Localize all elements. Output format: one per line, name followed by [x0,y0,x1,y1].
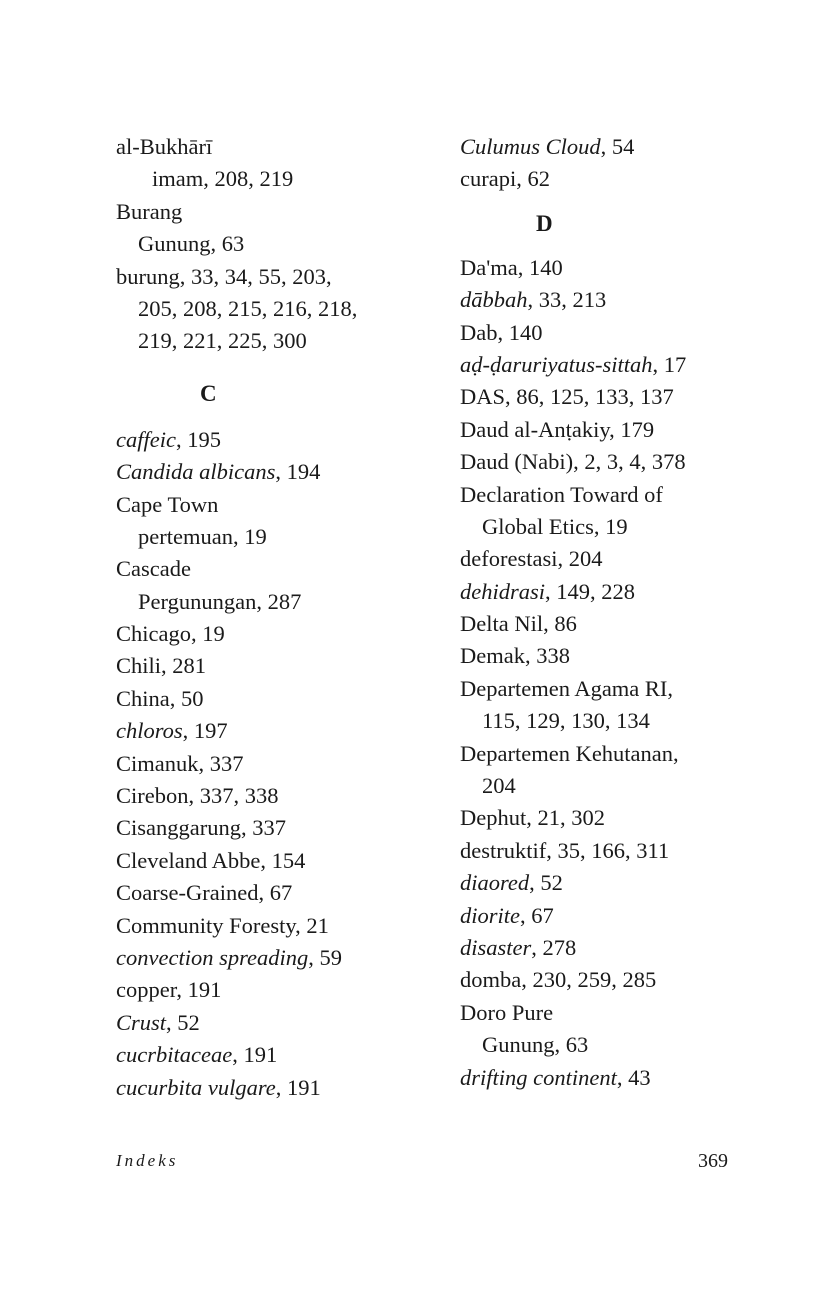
index-term: al-Bukhārī [116,134,213,159]
index-entry [116,812,436,844]
index-term: Dab, 140 [460,319,543,345]
index-page-refs: , 278 [531,934,577,960]
index-term: burung, 33, 34, 55, 203, [116,263,332,289]
index-term: Global Etics, 19 [482,513,628,539]
index-entry [116,1007,436,1039]
index-page-refs: , 33, 213 [527,287,607,313]
index-entry [116,456,436,488]
index-subentry [460,770,790,802]
index-subentry [460,705,790,737]
index-term: Chicago, 19 [116,621,225,647]
index-column-left [116,131,436,1104]
index-term: Cleveland Abbe, 154 [116,847,306,873]
index-term: aḍ-ḍaruriyatus-sittah [460,351,653,377]
index-term: 204 [482,773,516,799]
index-term: Daud (Nabi), 2, 3, 4, 378 [460,449,686,475]
index-term: Dephut, 21, 302 [460,805,605,831]
index-entry [460,673,790,705]
index-term: Cimanuk, 337 [116,750,244,776]
index-page-refs: , 194 [275,459,321,485]
index-term: dābbah [460,287,528,313]
index-term: Daud al-Anṭakiy, 179 [460,416,655,442]
index-entry [460,317,790,349]
index-term: 205, 208, 215, 216, 218, [138,295,358,321]
index-page-refs: , 52 [166,1009,200,1035]
index-letter-heading: C [200,380,217,406]
index-page-refs: , 43 [616,1064,651,1090]
index-entry [116,424,436,456]
index-term: Coarse-Grained, 67 [116,880,293,906]
index-entry [460,131,790,163]
index-subentry [116,325,436,357]
index-entry [460,900,790,932]
footer-section-label: Indeks [116,1151,179,1170]
index-term: Departemen Agama RI, [460,675,674,701]
index-term: Cirebon, 337, 338 [116,783,279,809]
index-term: Cape Town [116,491,219,517]
index-entry [460,932,790,964]
index-term: pertemuan, 19 [138,523,267,549]
index-entry [460,1062,790,1094]
index-entry [116,877,436,909]
index-letter-heading: D [536,210,553,236]
index-entry [460,252,790,284]
index-page-refs: , 52 [529,870,563,896]
index-page-refs: , 67 [520,902,554,928]
index-term: imam, 208, 219 [152,166,294,192]
index-entry [460,997,790,1029]
index-term: Gunung, 63 [482,1032,589,1058]
index-entry [116,196,436,228]
index-entry [116,845,436,877]
index-term: Culumus Cloud [460,134,601,159]
index-entry [116,683,436,715]
index-entry [116,1039,436,1071]
index-entry [460,738,790,770]
index-term: destruktif, 35, 166, 311 [460,837,670,863]
index-term: Candida albicans [116,459,276,485]
index-term: Burang [116,198,183,224]
index-term: DAS, 86, 125, 133, 137 [460,384,674,410]
index-term: Delta Nil, 86 [460,611,577,637]
index-page-refs: , 191 [232,1042,278,1068]
index-term: 219, 221, 225, 300 [138,328,307,354]
index-subentry [460,511,790,543]
index-term: diorite [460,902,520,928]
index-entry [116,910,436,942]
index-entry [460,284,790,316]
index-term: 115, 129, 130, 134 [482,708,650,734]
index-term: deforestasi, 204 [460,546,603,572]
index-entry [116,650,436,682]
index-entry [116,261,436,293]
index-entry [460,381,790,413]
index-entry [460,349,790,381]
index-page-refs: , 54 [600,134,635,159]
index-term: convection spreading [116,944,309,970]
index-entry [460,414,790,446]
index-entry [116,618,436,650]
index-term: Da'ma, 140 [460,254,563,280]
index-subentry [116,293,436,325]
index-entry [460,479,790,511]
index-term: cucrbitaceae [116,1042,233,1068]
index-entry [460,163,790,195]
index-entry [116,1072,436,1104]
index-entry [460,446,790,478]
index-term: drifting continent [460,1064,617,1090]
index-term: Community Foresty, 21 [116,912,329,938]
index-entry [116,974,436,1006]
index-entry [460,576,790,608]
index-entry [460,867,790,899]
index-entry [116,715,436,747]
index-term: Departemen Kehutanan, [460,740,679,766]
index-entry [460,640,790,672]
index-term: Gunung, 63 [138,231,245,257]
index-term: domba, 230, 259, 285 [460,967,657,993]
index-entry [460,802,790,834]
index-entry [116,780,436,812]
index-term: Cascade [116,556,191,582]
index-subentry [116,228,436,260]
page-number: 369 [698,1150,728,1172]
index-term: copper, 191 [116,977,222,1003]
index-entry [460,543,790,575]
index-term: Chili, 281 [116,653,207,679]
index-term: dehidrasi [460,578,546,604]
index-term: curapi, 62 [460,166,550,192]
index-entry [116,553,436,585]
index-term: caffeic [116,426,176,452]
index-term: Doro Pure [460,999,554,1025]
index-column-right [460,131,790,1094]
index-subentry [116,163,436,195]
index-term: China, 50 [116,685,204,711]
index-entry [460,835,790,867]
index-page-refs: , 197 [182,718,228,744]
index-term: chloros [116,718,183,744]
index-entry [460,608,790,640]
index-term: cucurbita vulgare [116,1074,276,1100]
index-entry [116,489,436,521]
index-page-refs: , 149, 228 [545,578,636,604]
index-entry [116,131,436,163]
index-page-refs: , 195 [175,426,221,452]
index-term: Crust [116,1009,167,1035]
index-subentry [116,586,436,618]
index-page-refs: , 17 [652,351,687,377]
index-entry [116,748,436,780]
index-term: Demak, 338 [460,643,570,669]
index-subentry [116,521,436,553]
index-entry [460,964,790,996]
index-entry [116,942,436,974]
index-term: disaster [460,934,532,960]
index-term: Cisanggarung, 337 [116,815,286,841]
index-page-refs: , 59 [308,944,342,970]
index-subentry [460,1029,790,1061]
index-term: diaored [460,870,530,896]
index-term: Declaration Toward of [460,481,663,507]
index-term: Pergunungan, 287 [138,588,302,614]
index-page-refs: , 191 [275,1074,321,1100]
